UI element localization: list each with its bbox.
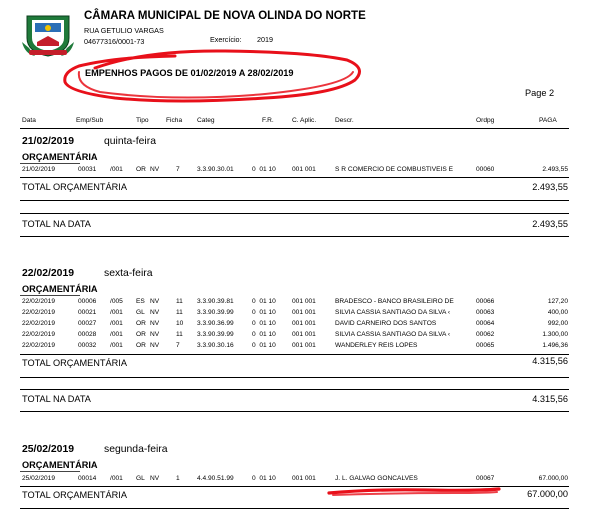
table-cell: 00062	[476, 331, 495, 338]
table-cell: 0 01 10	[252, 331, 276, 338]
table-cell: /001	[110, 331, 123, 338]
total-group-label: TOTAL ORÇAMENTÁRIA	[22, 358, 127, 368]
table-cell: /001	[110, 475, 123, 482]
institution-cnpj: 04677316/0001-73	[84, 37, 145, 46]
table-cell: ES	[136, 298, 145, 305]
total-date-value: 4.315,56	[532, 394, 568, 404]
table-cell: 4.4.90.51.99	[197, 475, 234, 482]
section-weekday: sexta-feira	[104, 268, 153, 279]
coat-of-arms-logo-icon	[21, 12, 75, 58]
table-cell: 0 01 10	[252, 320, 276, 327]
table-cell: 992,00	[547, 320, 568, 327]
table-cell: 0 01 10	[252, 475, 276, 482]
column-header-row	[0, 117, 589, 126]
table-cell: 22/02/2019	[22, 320, 56, 327]
col-aplic: C. Aplic.	[292, 117, 317, 124]
table-cell: 25/02/2019	[22, 475, 56, 482]
table-cell: 00067	[476, 475, 495, 482]
total-date-label: TOTAL NA DATA	[22, 394, 91, 404]
table-cell: WANDERLEY REIS LOPES	[335, 342, 418, 349]
table-cell: 11	[176, 331, 183, 338]
table-cell: 11	[176, 309, 183, 316]
table-cell: 10	[176, 320, 184, 327]
col-ordpg: Ordpg	[476, 117, 495, 124]
table-row	[0, 320, 589, 329]
section-date: 25/02/2019	[22, 444, 75, 455]
table-cell: 2.493,55	[542, 166, 568, 173]
table-cell: 7	[176, 342, 180, 349]
table-cell: 00006	[78, 298, 97, 305]
table-cell: 67.000,00	[538, 475, 568, 482]
section-group: ORÇAMENTÁRIA	[22, 284, 98, 294]
total-date-value: 2.493,55	[532, 219, 568, 229]
table-cell: 21/02/2019	[22, 166, 56, 173]
table-cell: 3.3.90.30.16	[197, 342, 234, 349]
exercicio-label: Exercício:	[210, 35, 242, 44]
table-cell: NV	[150, 320, 160, 327]
table-cell: SILVIA CASSIA SANTIAGO DA SILVA ‹	[335, 331, 451, 338]
table-cell: BRADESCO - BANCO BRASILEIRO DE	[335, 298, 454, 305]
table-cell: NV	[150, 342, 160, 349]
table-cell: 22/02/2019	[22, 298, 56, 305]
table-cell: 0 01 10	[252, 298, 276, 305]
table-cell: 22/02/2019	[22, 331, 56, 338]
table-cell: 22/02/2019	[22, 309, 56, 316]
page-number: Page 2	[525, 88, 555, 98]
col-emp-sub: Emp/Sub	[76, 117, 104, 124]
table-cell: 3.3.90.36.99	[197, 320, 234, 327]
table-row	[0, 342, 589, 351]
table-cell: 00032	[78, 342, 97, 349]
table-cell: NV	[150, 331, 160, 338]
table-cell: 22/02/2019	[22, 342, 56, 349]
institution-address: RUA GETULIO VARGAS	[84, 26, 164, 35]
table-row	[0, 166, 589, 175]
table-cell: 001 001	[292, 298, 316, 305]
table-cell: 1	[176, 475, 180, 482]
section-group: ORÇAMENTÁRIA	[22, 460, 98, 470]
report-title: EMPENHOS PAGOS DE 01/02/2019 A 28/02/2019	[85, 68, 294, 78]
table-cell: /001	[110, 166, 123, 173]
table-cell: 001 001	[292, 342, 316, 349]
table-cell: 7	[176, 166, 180, 173]
table-cell: 00060	[476, 166, 495, 173]
table-cell: GL	[136, 309, 145, 316]
col-data: Data	[22, 117, 36, 124]
table-cell: 0 01 10	[252, 342, 276, 349]
table-cell: 3.3.90.39.99	[197, 309, 234, 316]
section-weekday: quinta-feira	[104, 136, 156, 147]
table-cell: 00021	[78, 309, 97, 316]
table-cell: NV	[150, 309, 160, 316]
table-cell: DAVID CARNEIRO DOS SANTOS	[335, 320, 437, 327]
table-cell: 001 001	[292, 475, 316, 482]
table-cell: NV	[150, 298, 160, 305]
table-cell: /001	[110, 342, 123, 349]
table-cell: 400,00	[547, 309, 568, 316]
section-group: ORÇAMENTÁRIA	[22, 152, 98, 162]
table-cell: /001	[110, 320, 123, 327]
section-weekday: segunda-feira	[104, 444, 168, 455]
total-group-value: 4.315,56	[532, 356, 568, 366]
table-cell: 3.3.90.30.01	[197, 166, 234, 173]
table-cell: 127,20	[547, 298, 568, 305]
table-cell: 00027	[78, 320, 97, 327]
col-fr: F.R.	[262, 117, 274, 124]
table-row	[0, 331, 589, 340]
table-cell: NV	[150, 166, 160, 173]
table-cell: OR	[136, 331, 146, 338]
col-paga: PAGA	[539, 117, 557, 124]
table-cell: 00028	[78, 331, 97, 338]
table-cell: GL	[136, 475, 145, 482]
total-date-label: TOTAL NA DATA	[22, 219, 91, 229]
col-ficha: Ficha	[166, 117, 183, 124]
table-cell: OR	[136, 320, 146, 327]
table-cell: 00031	[78, 166, 97, 173]
exercicio-value: 2019	[257, 35, 273, 44]
table-cell: 11	[176, 298, 183, 305]
table-row	[0, 475, 589, 484]
section-date: 22/02/2019	[22, 268, 75, 279]
table-cell: /005	[110, 298, 123, 305]
total-group-value: 67.000,00	[527, 489, 568, 499]
col-tipo: Tipo	[136, 117, 149, 124]
table-cell: J. L. GALVAO GONCALVES	[335, 475, 418, 482]
table-cell: /001	[110, 309, 123, 316]
table-cell: 0 01 10	[252, 309, 276, 316]
col-categ: Categ	[197, 117, 215, 124]
table-cell: 001 001	[292, 166, 316, 173]
table-cell: NV	[150, 475, 160, 482]
table-cell: 00066	[476, 298, 495, 305]
table-cell: 1.496,36	[542, 342, 568, 349]
col-descr: Descr.	[335, 117, 354, 124]
table-cell: 001 001	[292, 309, 316, 316]
table-cell: SILVIA CASSIA SANTIAGO DA SILVA ‹	[335, 309, 451, 316]
table-cell: 0 01 10	[252, 166, 276, 173]
table-cell: S R COMERCIO DE COMBUSTIVEIS E	[335, 166, 453, 173]
table-cell: 00063	[476, 309, 495, 316]
table-cell: 00014	[78, 475, 97, 482]
institution-title: CÂMARA MUNICIPAL DE NOVA OLINDA DO NORTE	[84, 10, 366, 22]
table-cell: 00065	[476, 342, 495, 349]
table-cell: 00064	[476, 320, 495, 327]
table-cell: OR	[136, 342, 146, 349]
table-cell: 1.300,00	[542, 331, 568, 338]
table-row	[0, 298, 589, 307]
section-date: 21/02/2019	[22, 136, 75, 147]
table-row	[0, 309, 589, 318]
table-cell: 3.3.90.39.81	[197, 298, 234, 305]
total-group-label: TOTAL ORÇAMENTÁRIA	[22, 182, 127, 192]
total-group-value: 2.493,55	[532, 182, 568, 192]
table-cell: 3.3.90.39.99	[197, 331, 234, 338]
total-group-label: TOTAL ORÇAMENTÁRIA	[22, 490, 127, 500]
table-cell: 001 001	[292, 331, 316, 338]
table-cell: OR	[136, 166, 146, 173]
table-cell: 001 001	[292, 320, 316, 327]
